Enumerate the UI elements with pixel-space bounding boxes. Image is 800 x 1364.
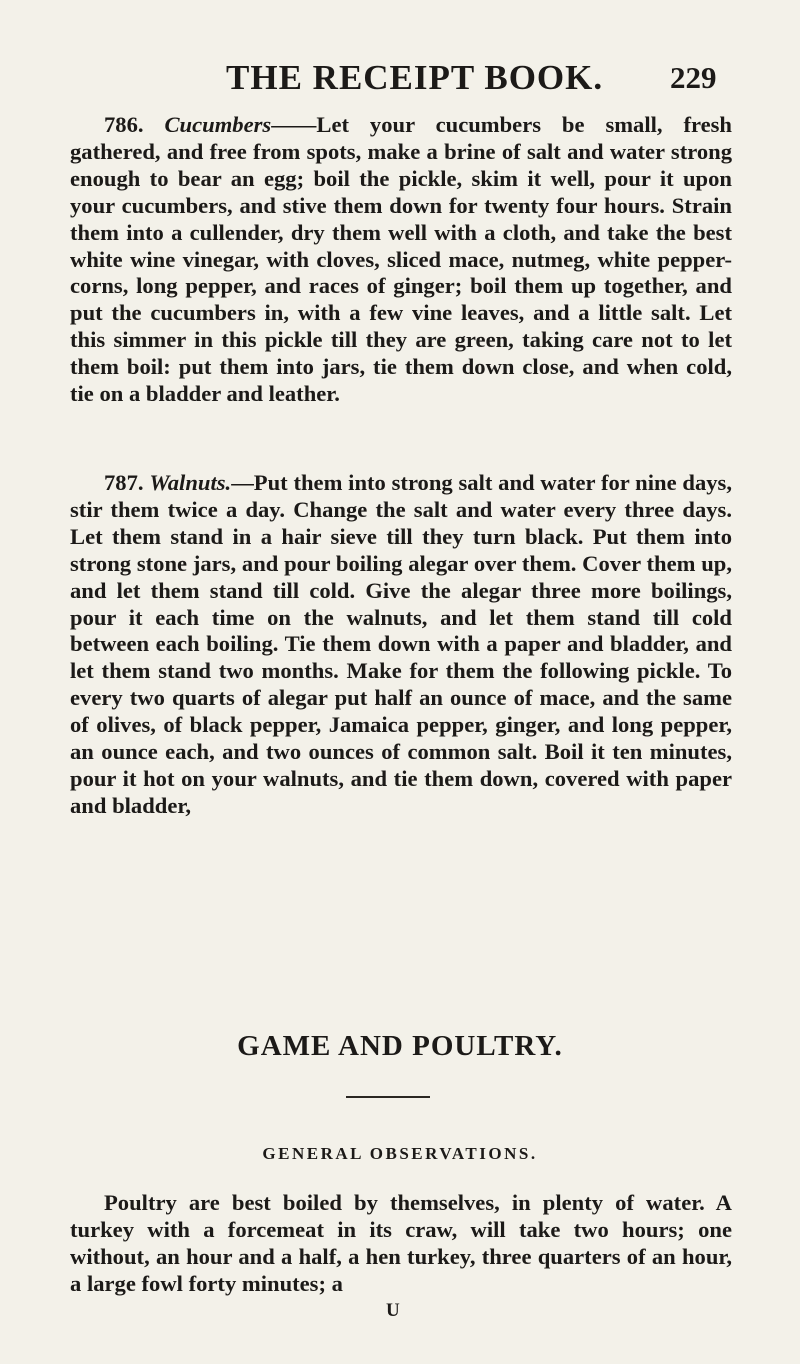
signature-mark: U — [386, 1300, 400, 1321]
observations-text: Poultry are best boiled by themselves, in plenty of water. A turkey with a forcemeat in its craw, will take two hours; one without, an hour and a half, a hen turkey, three quarters of an hour, a large fowl forty minutes; a — [70, 1190, 732, 1296]
recipe-number: 786. — [104, 112, 144, 137]
recipe-cucumbers — [70, 112, 732, 408]
section-divider — [346, 1096, 430, 1098]
page-number: 229 — [670, 60, 717, 95]
recipe-walnuts — [70, 470, 732, 820]
section-subheading: GENERAL OBSERVATIONS. — [262, 1144, 538, 1163]
recipe-text: Put them into strong salt and water for nine days, stir them twice a day. Change the salt and water every three days. Let them stand in a hair sieve till they turn black. Put them into strong stone jars, and pour boiling alegar over them. Cover them up, and let them stand till cold. Give the alegar three more boilings, pour it each time on the walnuts, and let them stand till cold between each boiling. Tie them down with a paper and bladder, and let them stand two months. Make for them the following pickle. To every two quarts of alegar put half an ounce of mace, and the same of olives, of black pepper, Jamaica pepper, ginger, and long pepper, an ounce each, and two ounces of common salt. Boil it ten minutes, pour it hot on your walnuts, and tie them down, covered with paper and bladder, — [70, 470, 732, 818]
running-title: THE RECEIPT BOOK. — [226, 58, 604, 97]
observations-paragraph — [70, 1190, 732, 1298]
recipe-text: Let your cucumbers be small, fresh gathered, and free from spots, make a brine of salt and water strong enough to bear an egg; boil the pickle, skim it well, pour it upon your cucumbers, and stive them down for twenty four hours. Strain them into a cullender, dry them well with a cloth, and take the best white wine vinegar, with cloves, sliced mace, nutmeg, white pepper-corns, long pepper, and races of ginger; boil them up together, and put the cucumbers in, with a few vine leaves, and a little salt. Let this simmer in this pickle till they are green, taking care not to let them boil: put them into jars, tie them down close, and when cold, tie on a bladder and leather. — [70, 112, 732, 407]
title-separator: — — [231, 470, 254, 495]
title-separator: —— — [271, 112, 317, 137]
recipe-number: 787. — [104, 470, 144, 495]
recipe-title: Cucumbers — [164, 112, 272, 137]
page-header — [0, 58, 800, 102]
section-heading: GAME AND POULTRY. — [237, 1030, 563, 1062]
recipe-title: Walnuts. — [149, 470, 232, 495]
